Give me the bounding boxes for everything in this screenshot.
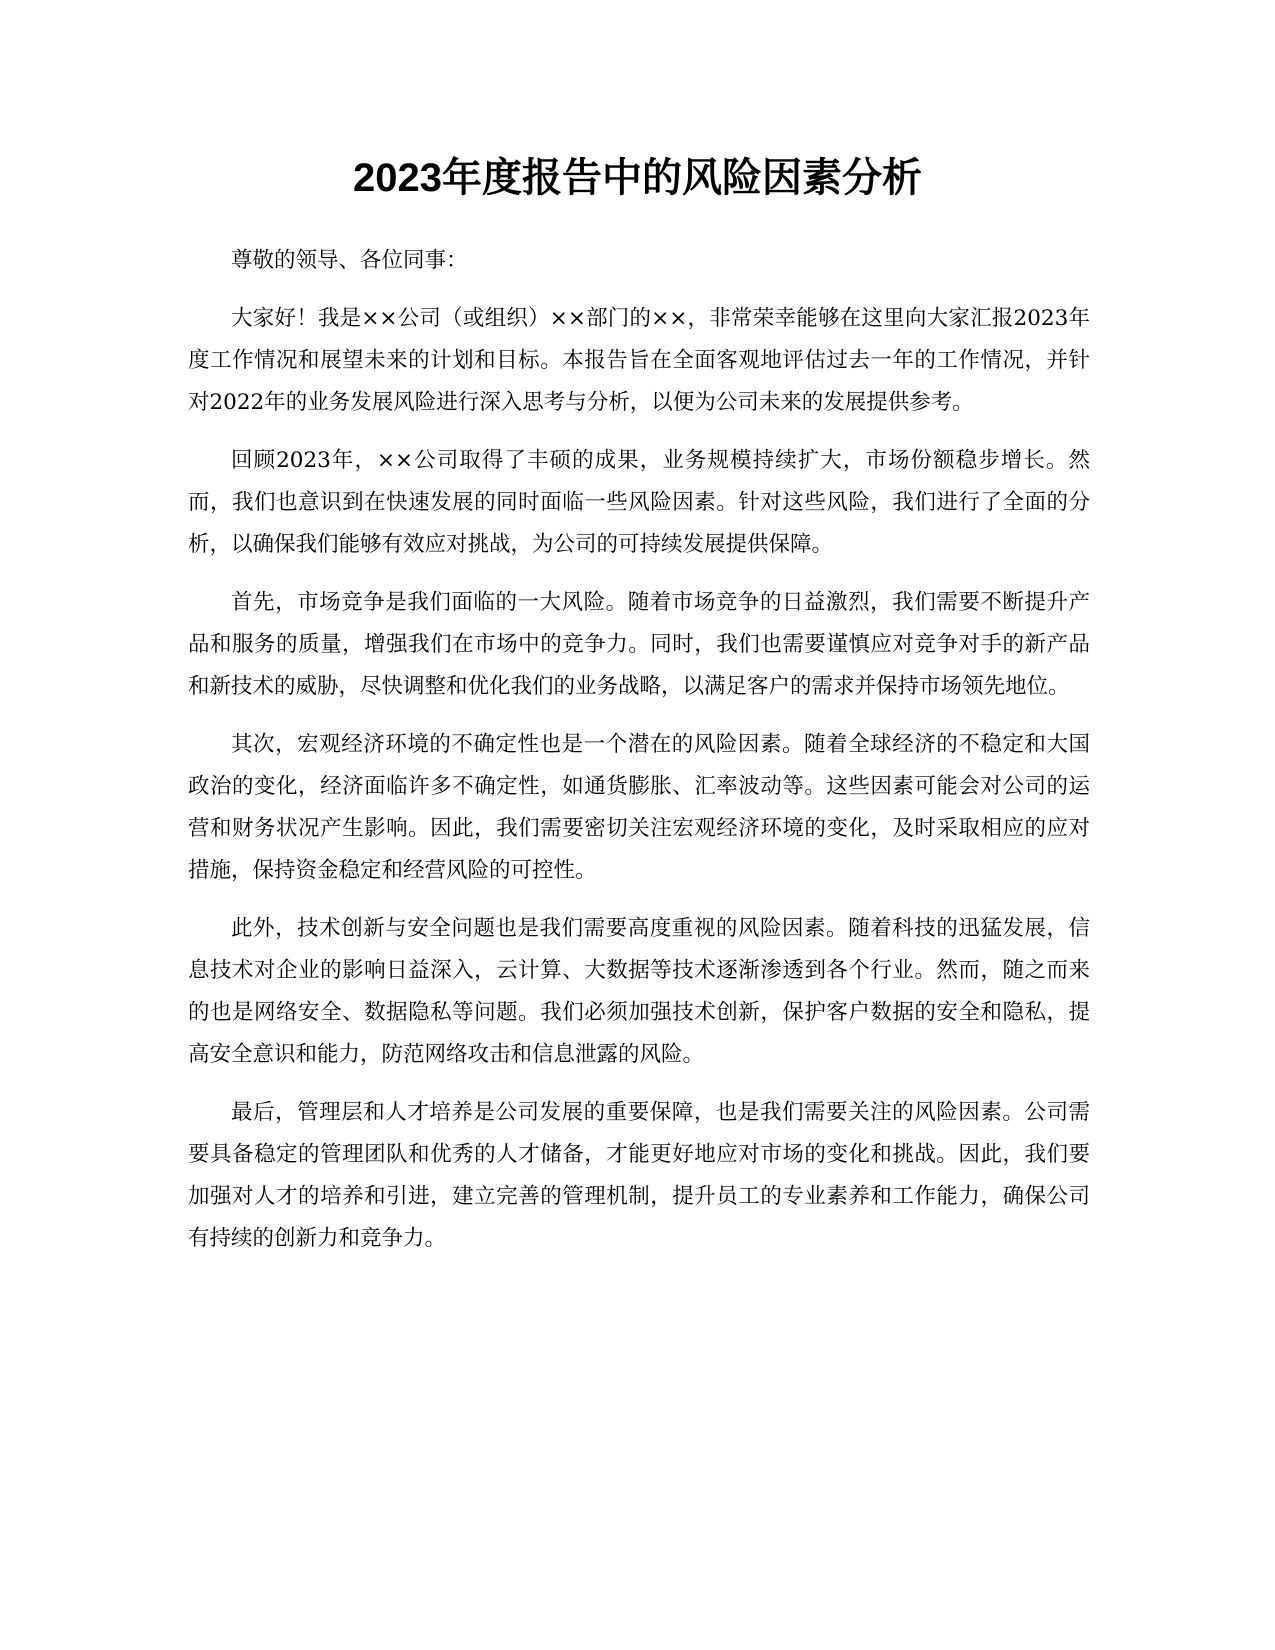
paragraph-intro: 大家好！我是××公司（或组织）××部门的××，非常荣幸能够在这里向大家汇报2023年度工作情况和展望未来的计划和目标。本报告旨在全面客观地评估过去一年的工作情况，并针对2022年的业务发展风险进行深入思考与分析，以便为公司未来的发展提供参考。	[188, 306, 1090, 415]
salutation: 尊敬的领导、各位同事：	[231, 248, 468, 273]
paragraph-market-competition: 首先，市场竞争是我们面临的一大风险。随着市场竞争的日益激烈，我们需要不断提升产品和服务的质量，增强我们在市场中的竞争力。同时，我们也需要谨慎应对竞争对手的新产品和新技术的威胁，尽快调整和优化我们的业务战略，以满足客户的需求并保持市场领先地位。	[188, 590, 1090, 699]
paragraph-management-talent: 最后，管理层和人才培养是公司发展的重要保障，也是我们需要关注的风险因素。公司需要具备稳定的管理团队和优秀的人才储备，才能更好地应对市场的变化和挑战。因此，我们要加强对人才的培养和引进，建立完善的管理机制，提升员工的专业素养和工作能力，确保公司有持续的创新力和竞争力。	[188, 1100, 1090, 1251]
paragraph-macro-economy: 其次，宏观经济环境的不确定性也是一个潜在的风险因素。随着全球经济的不稳定和大国政治的变化，经济面临许多不确定性，如通货膨胀、汇率波动等。这些因素可能会对公司的运营和财务状况产生影响。因此，我们需要密切关注宏观经济环境的变化，及时采取相应的应对措施，保持资金稳定和经营风险的可控性。	[188, 732, 1090, 883]
document-title: 2023年度报告中的风险因素分析	[353, 156, 922, 200]
paragraph-technology-security: 此外，技术创新与安全问题也是我们需要高度重视的风险因素。随着科技的迅猛发展，信息技术对企业的影响日益深入，云计算、大数据等技术逐渐渗透到各个行业。然而，随之而来的也是网络安全、数据隐私等问题。我们必须加强技术创新，保护客户数据的安全和隐私，提高安全意识和能力，防范网络攻击和信息泄露的风险。	[188, 916, 1090, 1067]
paragraph-review: 回顾2023年，××公司取得了丰硕的成果，业务规模持续扩大，市场份额稳步增长。然而，我们也意识到在快速发展的同时面临一些风险因素。针对这些风险，我们进行了全面的分析，以确保我们能够有效应对挑战，为公司的可持续发展提供保障。	[188, 448, 1090, 557]
document-body	[188, 240, 1090, 1276]
